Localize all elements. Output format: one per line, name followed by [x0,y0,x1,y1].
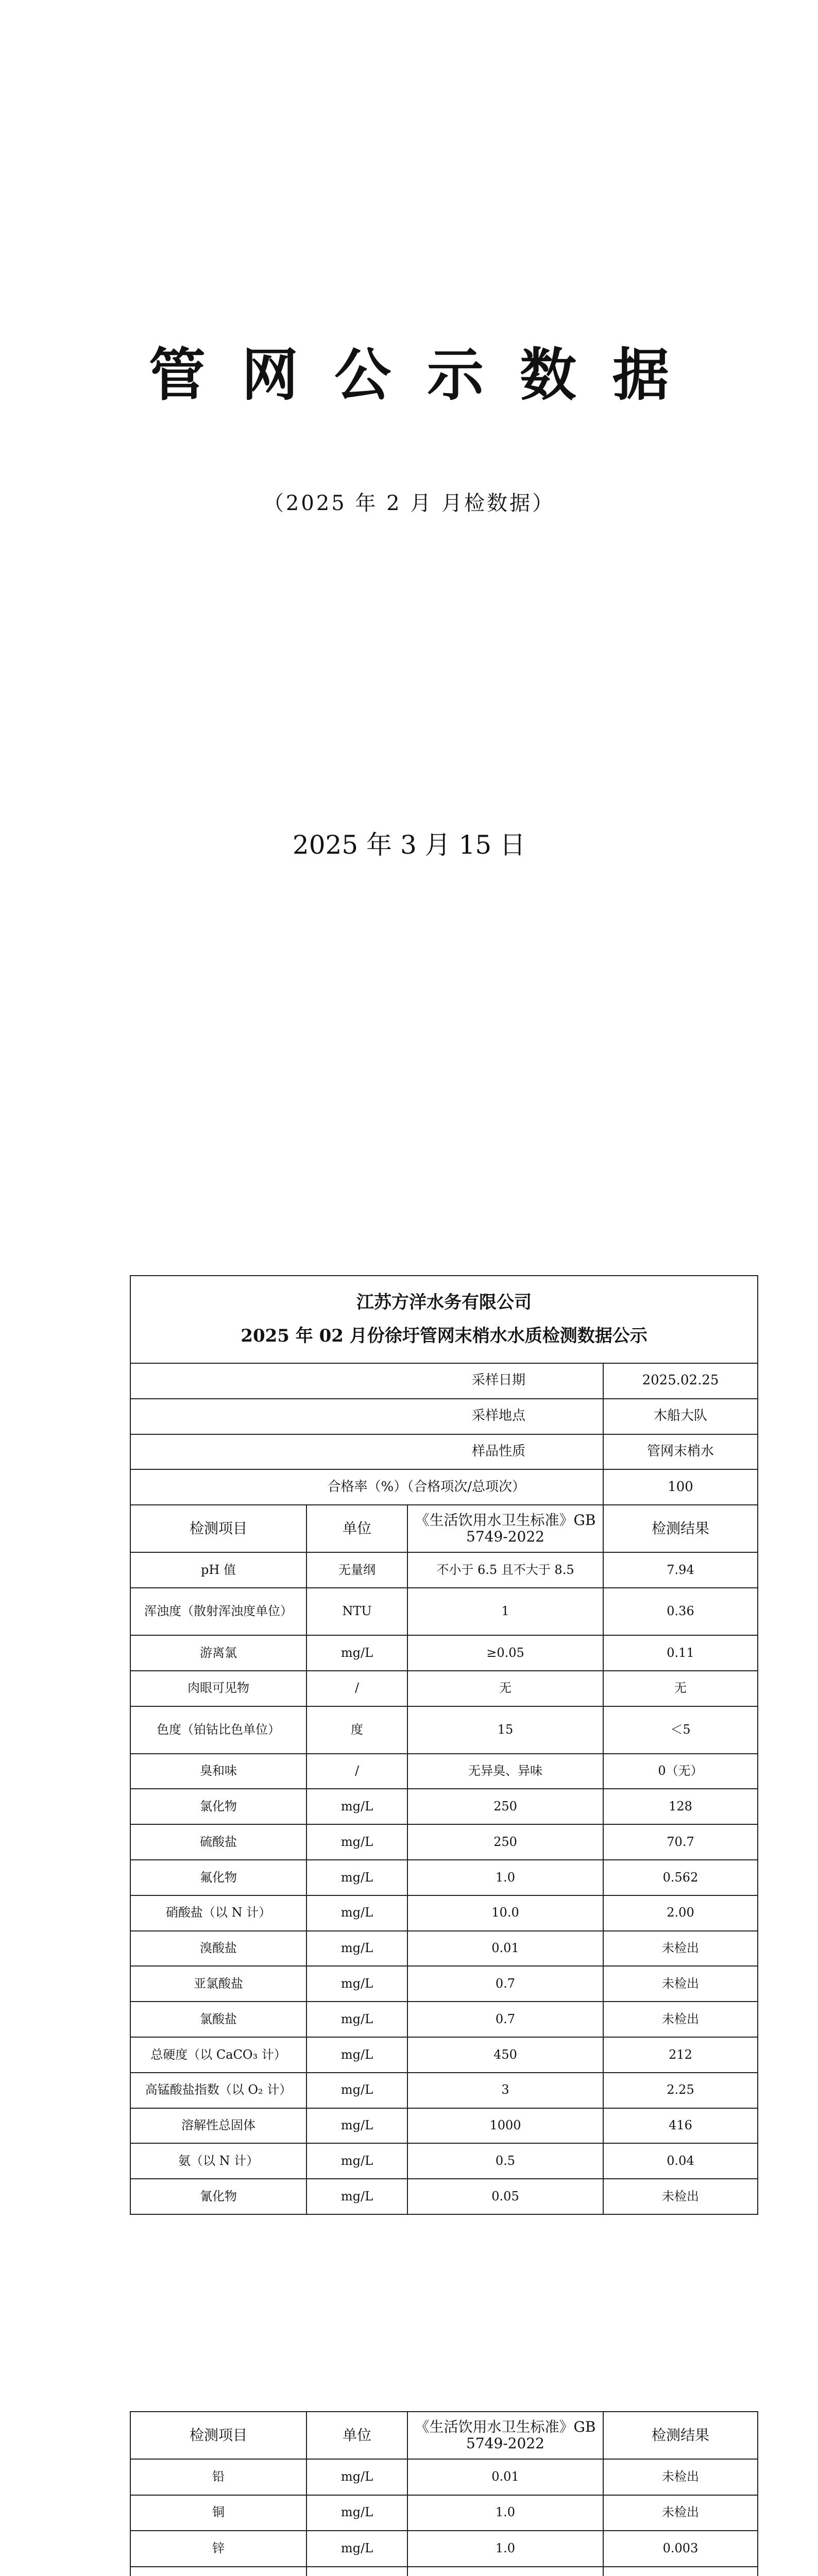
column-header: 单位 [306,2412,407,2459]
cell-result: 0.11 [603,1635,758,1671]
table-row [130,1966,758,2002]
table-row [130,1824,758,1860]
cell-result: 70.7 [603,1824,758,1860]
cell-item: 硫酸盐 [130,1824,306,1860]
cell-result: 416 [603,2108,758,2144]
cell-limit: 1.0 [407,1860,603,1895]
cell-item: 铅 [130,2459,306,2495]
cover-date: 2025 年 3 月 15 日 [292,830,526,860]
cell-item: 锌 [130,2531,306,2567]
meta-value: 100 [603,1469,758,1505]
column-header: 检测项目 [130,2412,306,2459]
cell-item: 溶解性总固体 [130,2108,306,2144]
cell-unit: mg/L [306,2037,407,2073]
cell-result: 0（无） [603,1754,758,1789]
cell-result: 未检出 [603,2459,758,2495]
cell-item: pH 值 [130,1552,306,1588]
cell-result: 2.00 [603,1895,758,1931]
cell-limit: 1000 [407,2108,603,2144]
cell-item: 氟化物 [130,1860,306,1895]
cell-result: 未检出 [603,2002,758,2037]
cell-limit: 15 [407,1706,603,1754]
cell-unit: mg/L [306,2459,407,2495]
column-header: 检测结果 [603,2412,758,2459]
meta-row-sampling-date [130,1363,758,1399]
cell-unit: mg/L [306,1966,407,2002]
cell-result: 未检出 [603,1966,758,2002]
table-row [130,2143,758,2179]
water-quality-table-2 [130,2411,758,2576]
cell-unit: mg/L [306,1789,407,1824]
cell-unit: 度 [306,1706,407,1754]
table-row [130,2495,758,2531]
cell-limit: 0.7 [407,2002,603,2037]
table-row [130,2002,758,2037]
cell-item: 臭和味 [130,1754,306,1789]
table-row [130,1671,758,1706]
cell-unit: mg/L [306,1931,407,1967]
column-header: 检测项目 [130,1505,306,1552]
report-heading [130,1276,758,1363]
cell-result: 7.94 [603,1552,758,1588]
cell-result: 未检出 [603,2179,758,2214]
cell-limit: 250 [407,1789,603,1824]
cell-unit: 无量纲 [306,1552,407,1588]
cell-result: 无 [603,1671,758,1706]
table-title-row [130,1276,758,1363]
cell-result: 未检出 [603,2495,758,2531]
cell-result: 0.04 [603,2143,758,2179]
table-row [130,2459,758,2495]
cell-item: 浑浊度（散射浑浊度单位） [130,1588,306,1635]
cell-unit: mg/L [306,1824,407,1860]
cell-unit: / [306,1754,407,1789]
cell-result: ＜5 [603,1706,758,1754]
company-name: 江苏方洋水务有限公司 [356,1292,532,1313]
meta-value: 木船大队 [603,1399,758,1434]
cell-limit: 0.01 [407,1931,603,1967]
table-row [130,1789,758,1824]
cell-item: 硝酸盐（以 N 计） [130,1895,306,1931]
cell-item: 游离氯 [130,1635,306,1671]
cell-item: 高锰酸盐指数（以 O₂ 计） [130,2073,306,2108]
table-row [130,1754,758,1789]
cell-limit: 1 [407,1588,603,1635]
cell-limit: ≥0.05 [407,1635,603,1671]
cell-limit: 无 [407,1671,603,1706]
column-header: 检测结果 [603,1505,758,1552]
cell-limit: 1.0 [407,2495,603,2531]
cell-limit: 450 [407,2037,603,2073]
meta-label: 采样日期 [130,1363,603,1399]
table-row [130,2179,758,2214]
cell-result: 2.25 [603,2073,758,2108]
cell-result: 212 [603,2037,758,2073]
cell-unit: mg/L [306,2179,407,2214]
column-header-row [130,2412,758,2459]
cell-item: 铜 [130,2495,306,2531]
cell-limit: 250 [407,1824,603,1860]
water-quality-table-1 [130,1275,758,2215]
cell-item: 氰化物 [130,2179,306,2214]
cell-item: 总硬度（以 CaCO₃ 计） [130,2037,306,2073]
cell-limit [407,2567,603,2576]
column-header: 《生活饮用水卫生标准》GB 5749-2022 [407,1505,603,1552]
cell-item: 氨（以 N 计） [130,2143,306,2179]
cell-result: 0.36 [603,1588,758,1635]
table-row [130,1635,758,1671]
table-row [130,1931,758,1967]
cell-unit: mg/L [306,2002,407,2037]
column-header: 单位 [306,1505,407,1552]
table-row [130,2567,758,2576]
cell-item: 氯酸盐 [130,2002,306,2037]
meta-value: 管网末梢水 [603,1434,758,1470]
table-row [130,2531,758,2567]
cell-limit: 0.05 [407,2179,603,2214]
cell-unit: mg/L [306,1860,407,1895]
cell-unit: mg/L [306,2073,407,2108]
cell-limit: 无异臭、异味 [407,1754,603,1789]
cell-result: 未检出 [603,1931,758,1967]
cell-item: 溴酸盐 [130,1931,306,1967]
cell-result: 128 [603,1789,758,1824]
cell-unit: mg/L [306,1635,407,1671]
cell-unit [306,2567,407,2576]
meta-row-pass-rate [130,1469,758,1505]
cell-result: 0.562 [603,1860,758,1895]
cell-item: 氯化物 [130,1789,306,1824]
cell-limit: 不小于 6.5 且不大于 8.5 [407,1552,603,1588]
meta-row-sample-type [130,1434,758,1470]
cell-unit: mg/L [306,2531,407,2567]
cover-title: 管网公示数据 [149,342,705,408]
cell-unit: mg/L [306,1895,407,1931]
report-title: 2025 年 02 月份徐圩管网末梢水水质检测数据公示 [241,1326,647,1346]
cell-unit: mg/L [306,2108,407,2144]
meta-value: 2025.02.25 [603,1363,758,1399]
cell-item: 亚氯酸盐 [130,1966,306,2002]
cell-limit: 1.0 [407,2531,603,2567]
cell-limit: 10.0 [407,1895,603,1931]
table-row [130,1552,758,1588]
cell-limit: 3 [407,2073,603,2108]
cell-unit: NTU [306,1588,407,1635]
cell-limit: 0.01 [407,2459,603,2495]
table-row [130,1706,758,1754]
meta-label: 合格率（%）（合格项次/总项次） [130,1469,603,1505]
column-header-row [130,1505,758,1552]
table-row [130,1860,758,1895]
table-row [130,2037,758,2073]
cell-limit: 0.5 [407,2143,603,2179]
cell-unit: / [306,1671,407,1706]
cell-unit: mg/L [306,2143,407,2179]
table-row [130,2073,758,2108]
meta-label: 样品性质 [130,1434,603,1470]
cell-unit: mg/L [306,2495,407,2531]
cell-result: 0.003 [603,2531,758,2567]
cover-subtitle: （2025 年 2 月 月检数据） [263,492,555,515]
cell-item: 色度（铂钴比色单位） [130,1706,306,1754]
table-row [130,1895,758,1931]
cell-result [603,2567,758,2576]
cell-item: 肉眼可见物 [130,1671,306,1706]
table-row [130,1588,758,1635]
meta-label: 采样地点 [130,1399,603,1434]
cell-limit: 0.7 [407,1966,603,2002]
cell-item [130,2567,306,2576]
meta-row-sampling-site [130,1399,758,1434]
table-row [130,2108,758,2144]
column-header: 《生活饮用水卫生标准》GB 5749-2022 [407,2412,603,2459]
